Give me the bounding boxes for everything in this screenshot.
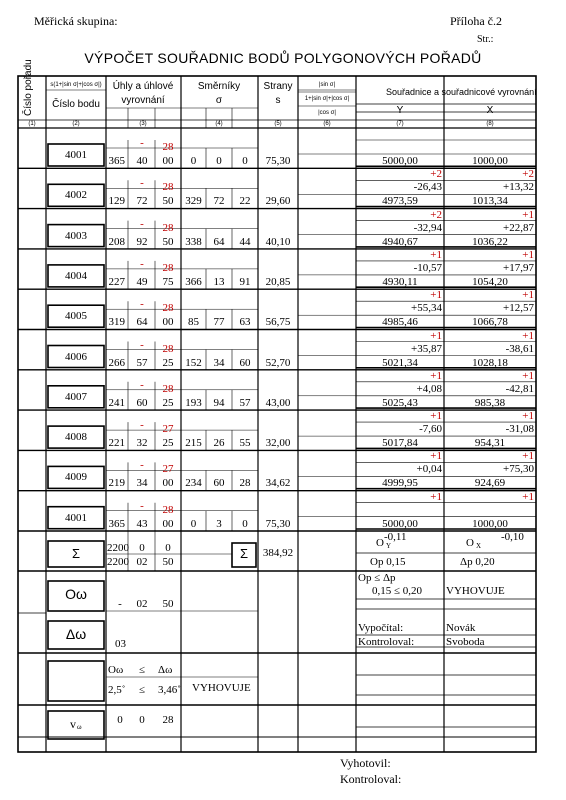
column-number: (5) [274, 121, 282, 127]
correction-sign: - [140, 338, 144, 351]
bearing-minutes: 60 [213, 477, 225, 490]
delta-x: -42,81 [505, 382, 534, 395]
point-number: 4006 [65, 350, 87, 363]
coordinate-y: 4985,46 [382, 316, 418, 329]
angle-minutes: 43 [136, 517, 148, 530]
bearing-grads: 234 [185, 477, 202, 490]
angle-grads: 266 [108, 356, 125, 369]
angle-seconds: 00 [162, 155, 174, 167]
coordinate-x: 1066,78 [472, 316, 508, 329]
angle-seconds: 25 [162, 437, 174, 450]
column-number: (6) [323, 121, 331, 127]
y-correction: +1 [430, 490, 442, 503]
column-number: (4) [215, 121, 223, 127]
side-length: 43,00 [265, 396, 291, 409]
bearing-seconds: 57 [239, 396, 251, 409]
coordinate-y: 4930,11 [382, 275, 418, 288]
condition-result: VYHOVUJE [446, 585, 505, 597]
delta-x: +13,32 [503, 181, 534, 194]
checked-by-label: Kontroloval: [358, 636, 415, 648]
bearing-grads: 329 [185, 195, 202, 208]
coordinate-y: 5021,34 [382, 356, 418, 369]
angle-grads: 219 [108, 477, 125, 490]
angle-correction: 27 [162, 423, 174, 436]
omega-dash: - [118, 598, 122, 610]
sum-angle-grads: 2200 [107, 542, 129, 554]
page-title: VÝPOČET SOUŘADNIC BODŮ POLYGONOVÝCH POŘADŮ [84, 50, 482, 66]
condition-formula: Op ≤ Δp [358, 572, 396, 584]
x-correction: +1 [522, 490, 534, 503]
bearing-minutes: 13 [213, 275, 225, 288]
angle-grads: 227 [108, 275, 125, 288]
angle-minutes: 57 [136, 356, 148, 369]
v-grads: 0 [117, 714, 123, 726]
angle-correction: 27 [162, 463, 174, 476]
x-correction: +1 [522, 289, 534, 302]
delta-y: -32,94 [413, 221, 442, 234]
angle-minutes: 49 [136, 275, 148, 288]
angle-correction: 28 [162, 141, 174, 153]
angle-minutes: 32 [136, 437, 148, 450]
angle-minutes: 60 [136, 396, 148, 409]
angle-seconds: 00 [162, 316, 174, 329]
column-number: (1) [28, 121, 36, 127]
cmp-le: ≤ [138, 664, 146, 676]
bearing-seconds: 44 [239, 235, 251, 248]
measuring-group-label: Měřická skupina: [34, 14, 118, 28]
delta-y: -7,60 [419, 423, 442, 436]
bearing-grads: 152 [185, 356, 202, 369]
y-correction: +2 [430, 208, 442, 221]
y-correction: +2 [430, 168, 442, 181]
coordinate-x: 1028,18 [472, 356, 508, 369]
correction-sign: - [140, 137, 144, 149]
page-label: Str.: [477, 34, 494, 45]
bearing-minutes: 26 [213, 437, 225, 450]
angle-seconds: 50 [162, 195, 174, 208]
coordinate-x: 1000,00 [472, 517, 508, 530]
sum2-angle-grads: 2200 [107, 556, 129, 568]
angle-grads: 241 [108, 396, 125, 409]
angle-correction: 28 [162, 382, 174, 395]
point-number: 4001 [65, 511, 87, 524]
v-seconds: 28 [162, 714, 174, 726]
delta-y: -10,57 [413, 261, 442, 274]
op-value: Op 0,15 [370, 556, 406, 568]
angle-grads: 319 [108, 316, 125, 329]
footer-checked-label: Kontroloval: [340, 772, 402, 786]
computed-by-name: Novák [446, 622, 476, 634]
column-number: (7) [396, 121, 404, 127]
coordinate-x: 1013,34 [472, 195, 508, 208]
col-sides-s: s [275, 95, 281, 106]
x-correction: +1 [522, 369, 534, 382]
bearing-grads: 85 [188, 316, 199, 329]
bearing-grads: 366 [185, 275, 202, 288]
cmp-le-2: ≤ [138, 684, 146, 696]
cmp-value-2: 3,46˚ [158, 684, 181, 696]
sincos-header: 1+|sin σ|+|cos σ| [304, 96, 350, 102]
side-sum: 384,92 [262, 547, 294, 559]
bearing-minutes: 94 [213, 396, 225, 409]
formula-header: s(1+|sin σ|+|cos σ|) [50, 82, 102, 88]
computed-by-label: Vypočítal: [358, 622, 404, 634]
error-oy-sub: Y [386, 542, 392, 550]
omega-seconds: 50 [162, 598, 174, 610]
angle-correction: 28 [162, 302, 174, 315]
col-sides-header: Strany [263, 81, 293, 92]
point-number: 4004 [65, 269, 87, 282]
error-ox-label: O [466, 537, 474, 549]
delta-x: -38,61 [505, 342, 534, 355]
cos-header: |cos σ| [318, 110, 336, 116]
angle-minutes: 92 [136, 235, 148, 248]
bearing-seconds: 0 [242, 155, 248, 167]
side-length: 40,10 [265, 235, 291, 248]
side-length: 20,85 [265, 275, 291, 288]
cmp-value-1: 2,5˚ [108, 684, 126, 696]
column-number: (8) [486, 121, 494, 127]
bearing-seconds: 0 [242, 517, 248, 530]
omega-minutes: 02 [136, 598, 148, 610]
bearing-grads: 338 [185, 235, 202, 248]
bearing-minutes: 64 [213, 235, 225, 248]
side-length: 75,30 [265, 517, 291, 530]
col-x-header: X [486, 105, 494, 116]
coordinate-y: 5000,00 [382, 155, 418, 167]
angle-seconds: 75 [162, 275, 174, 288]
sum2-angle-sec: 50 [162, 556, 174, 568]
correction-sign: - [140, 217, 144, 230]
v-omega-label: v [70, 717, 76, 731]
x-correction: +1 [522, 248, 534, 261]
bearing-grads: 0 [190, 155, 197, 167]
correction-sign: - [140, 378, 144, 391]
point-number: 4009 [65, 471, 87, 484]
sigma-symbol-2: Σ [239, 546, 249, 561]
error-ox-sub: X [476, 542, 482, 550]
col-bearings-header: Směrníky [197, 81, 241, 92]
col-y-header: Y [396, 105, 404, 116]
bearing-minutes: 3 [216, 517, 222, 530]
delta-x: +22,87 [503, 221, 534, 234]
checked-by-name: Svoboda [446, 636, 485, 648]
delta-x: +12,57 [503, 302, 534, 315]
side-length: 56,75 [265, 316, 291, 329]
bearing-grads: 0 [190, 517, 197, 530]
angle-minutes: 72 [136, 195, 148, 208]
delta-y: +0,04 [416, 463, 442, 476]
delta-x: +17,97 [503, 261, 534, 274]
coordinate-y: 4940,67 [382, 235, 418, 248]
condition-values: 0,15 ≤ 0,20 [372, 585, 423, 597]
coordinate-x: 1000,00 [472, 155, 508, 167]
correction-sign: - [140, 257, 144, 270]
point-number: 4008 [65, 431, 87, 444]
angle-grads: 221 [108, 437, 125, 450]
point-number: 4001 [65, 149, 87, 161]
coordinate-y: 5017,84 [382, 437, 418, 450]
coordinate-y: 4999,95 [382, 477, 418, 490]
angle-seconds: 25 [162, 396, 174, 409]
v-minutes: 0 [139, 714, 145, 726]
x-correction: +1 [522, 208, 534, 221]
bearing-seconds: 28 [239, 477, 251, 490]
y-correction: +1 [430, 329, 442, 342]
angle-grads: 365 [108, 155, 125, 167]
coordinate-x: 954,31 [474, 437, 506, 450]
sum2-angle-min: 02 [136, 556, 148, 568]
y-correction: +1 [430, 450, 442, 463]
bearing-minutes: 77 [213, 316, 225, 329]
side-length: 32,00 [265, 437, 291, 450]
x-correction: +2 [522, 168, 534, 181]
correction-sign: - [140, 298, 144, 311]
col-angles-header: Úhly a úhlové [112, 81, 174, 92]
coordinate-y: 4973,59 [382, 195, 418, 208]
delta-omega-label: Δω [65, 626, 87, 642]
point-number: 4002 [65, 189, 87, 202]
side-length: 52,70 [265, 356, 291, 369]
delta-x: -31,08 [505, 423, 534, 436]
column-number: (2) [72, 121, 80, 127]
angle-correction: 28 [162, 221, 174, 234]
column-number: (3) [139, 121, 147, 127]
delta-y: -26,43 [413, 181, 442, 194]
appendix-label: Příloha č.2 [450, 14, 502, 28]
angle-seconds: 50 [162, 235, 174, 248]
omega-error-label: Oω [65, 586, 87, 602]
made-by-label: Vyhotovil: [340, 756, 391, 770]
correction-sign: - [140, 499, 144, 512]
correction-sign: - [140, 459, 144, 472]
cmp-omega: Oω [108, 664, 124, 676]
coordinate-y: 5025,43 [382, 396, 418, 409]
col-bearings-sigma: σ [215, 95, 223, 106]
angle-correction: 28 [162, 181, 174, 194]
angle-grads: 208 [108, 235, 125, 248]
angle-correction: 28 [162, 261, 174, 274]
col-point-number-header: Číslo bodu [52, 99, 100, 110]
coordinate-x: 924,69 [474, 477, 506, 490]
sigma-symbol: Σ [71, 546, 81, 561]
angle-minutes: 40 [136, 155, 148, 167]
point-number: 4005 [65, 310, 87, 323]
bearing-minutes: 0 [216, 155, 222, 167]
angle-seconds: 00 [162, 517, 174, 530]
bearing-grads: 215 [185, 437, 202, 450]
bearing-seconds: 91 [239, 275, 251, 288]
sum-angle-sec: 0 [165, 542, 171, 554]
x-correction: +1 [522, 329, 534, 342]
bearing-seconds: 22 [239, 195, 251, 208]
side-length: 75,30 [265, 155, 291, 167]
angle-correction: 28 [162, 503, 174, 516]
error-oy-value: -0,11 [384, 531, 407, 543]
coordinate-y: 5000,00 [382, 517, 418, 530]
coordinate-x: 1036,22 [472, 235, 508, 248]
angle-seconds: 00 [162, 477, 174, 490]
omega-result: VYHOVUJE [192, 682, 251, 694]
angle-grads: 365 [108, 517, 125, 530]
bearing-seconds: 63 [239, 316, 251, 329]
correction-sign: - [140, 177, 144, 190]
delta-y: +4,08 [416, 382, 442, 395]
y-correction: +1 [430, 248, 442, 261]
v-omega-sub: ω [77, 723, 82, 731]
error-ox-value: -0,10 [501, 531, 524, 543]
angle-grads: 129 [108, 195, 125, 208]
bearing-minutes: 34 [213, 356, 225, 369]
coordinate-x: 985,38 [474, 396, 506, 409]
x-correction: +1 [522, 410, 534, 423]
error-oy-label: O [376, 537, 384, 549]
point-number: 4003 [65, 229, 87, 242]
y-correction: +1 [430, 369, 442, 382]
bearing-seconds: 60 [239, 356, 251, 369]
col-angles-header-2: vyrovnání [121, 95, 165, 106]
correction-sign: - [140, 419, 144, 432]
dp-value: Δp 0,20 [460, 556, 495, 568]
angle-minutes: 64 [136, 316, 148, 329]
y-correction: +1 [430, 289, 442, 302]
angle-correction: 28 [162, 342, 174, 355]
angle-minutes: 34 [136, 477, 148, 490]
bearing-grads: 193 [185, 396, 202, 409]
delta-y: +35,87 [411, 342, 442, 355]
delta-omega-value: 03 [115, 638, 126, 650]
cmp-delta: Δω [158, 664, 173, 676]
col-coordinates-header: Souřadnice a souřadnicové vyrovnání [386, 87, 537, 97]
bearing-seconds: 55 [239, 437, 251, 450]
bearing-minutes: 72 [213, 195, 225, 208]
y-correction: +1 [430, 410, 442, 423]
delta-x: +75,30 [503, 463, 534, 476]
side-length: 34,62 [265, 477, 291, 490]
side-length: 29,60 [265, 195, 291, 208]
coordinate-x: 1054,20 [472, 275, 508, 288]
angle-seconds: 25 [162, 356, 174, 369]
delta-y: +55,34 [411, 302, 442, 315]
col-route-number-header: Číslo pořadu [23, 59, 34, 116]
sin-header: |sin σ| [318, 82, 336, 88]
x-correction: +1 [522, 450, 534, 463]
sum-angle-min: 0 [139, 542, 145, 554]
point-number: 4007 [65, 390, 87, 403]
